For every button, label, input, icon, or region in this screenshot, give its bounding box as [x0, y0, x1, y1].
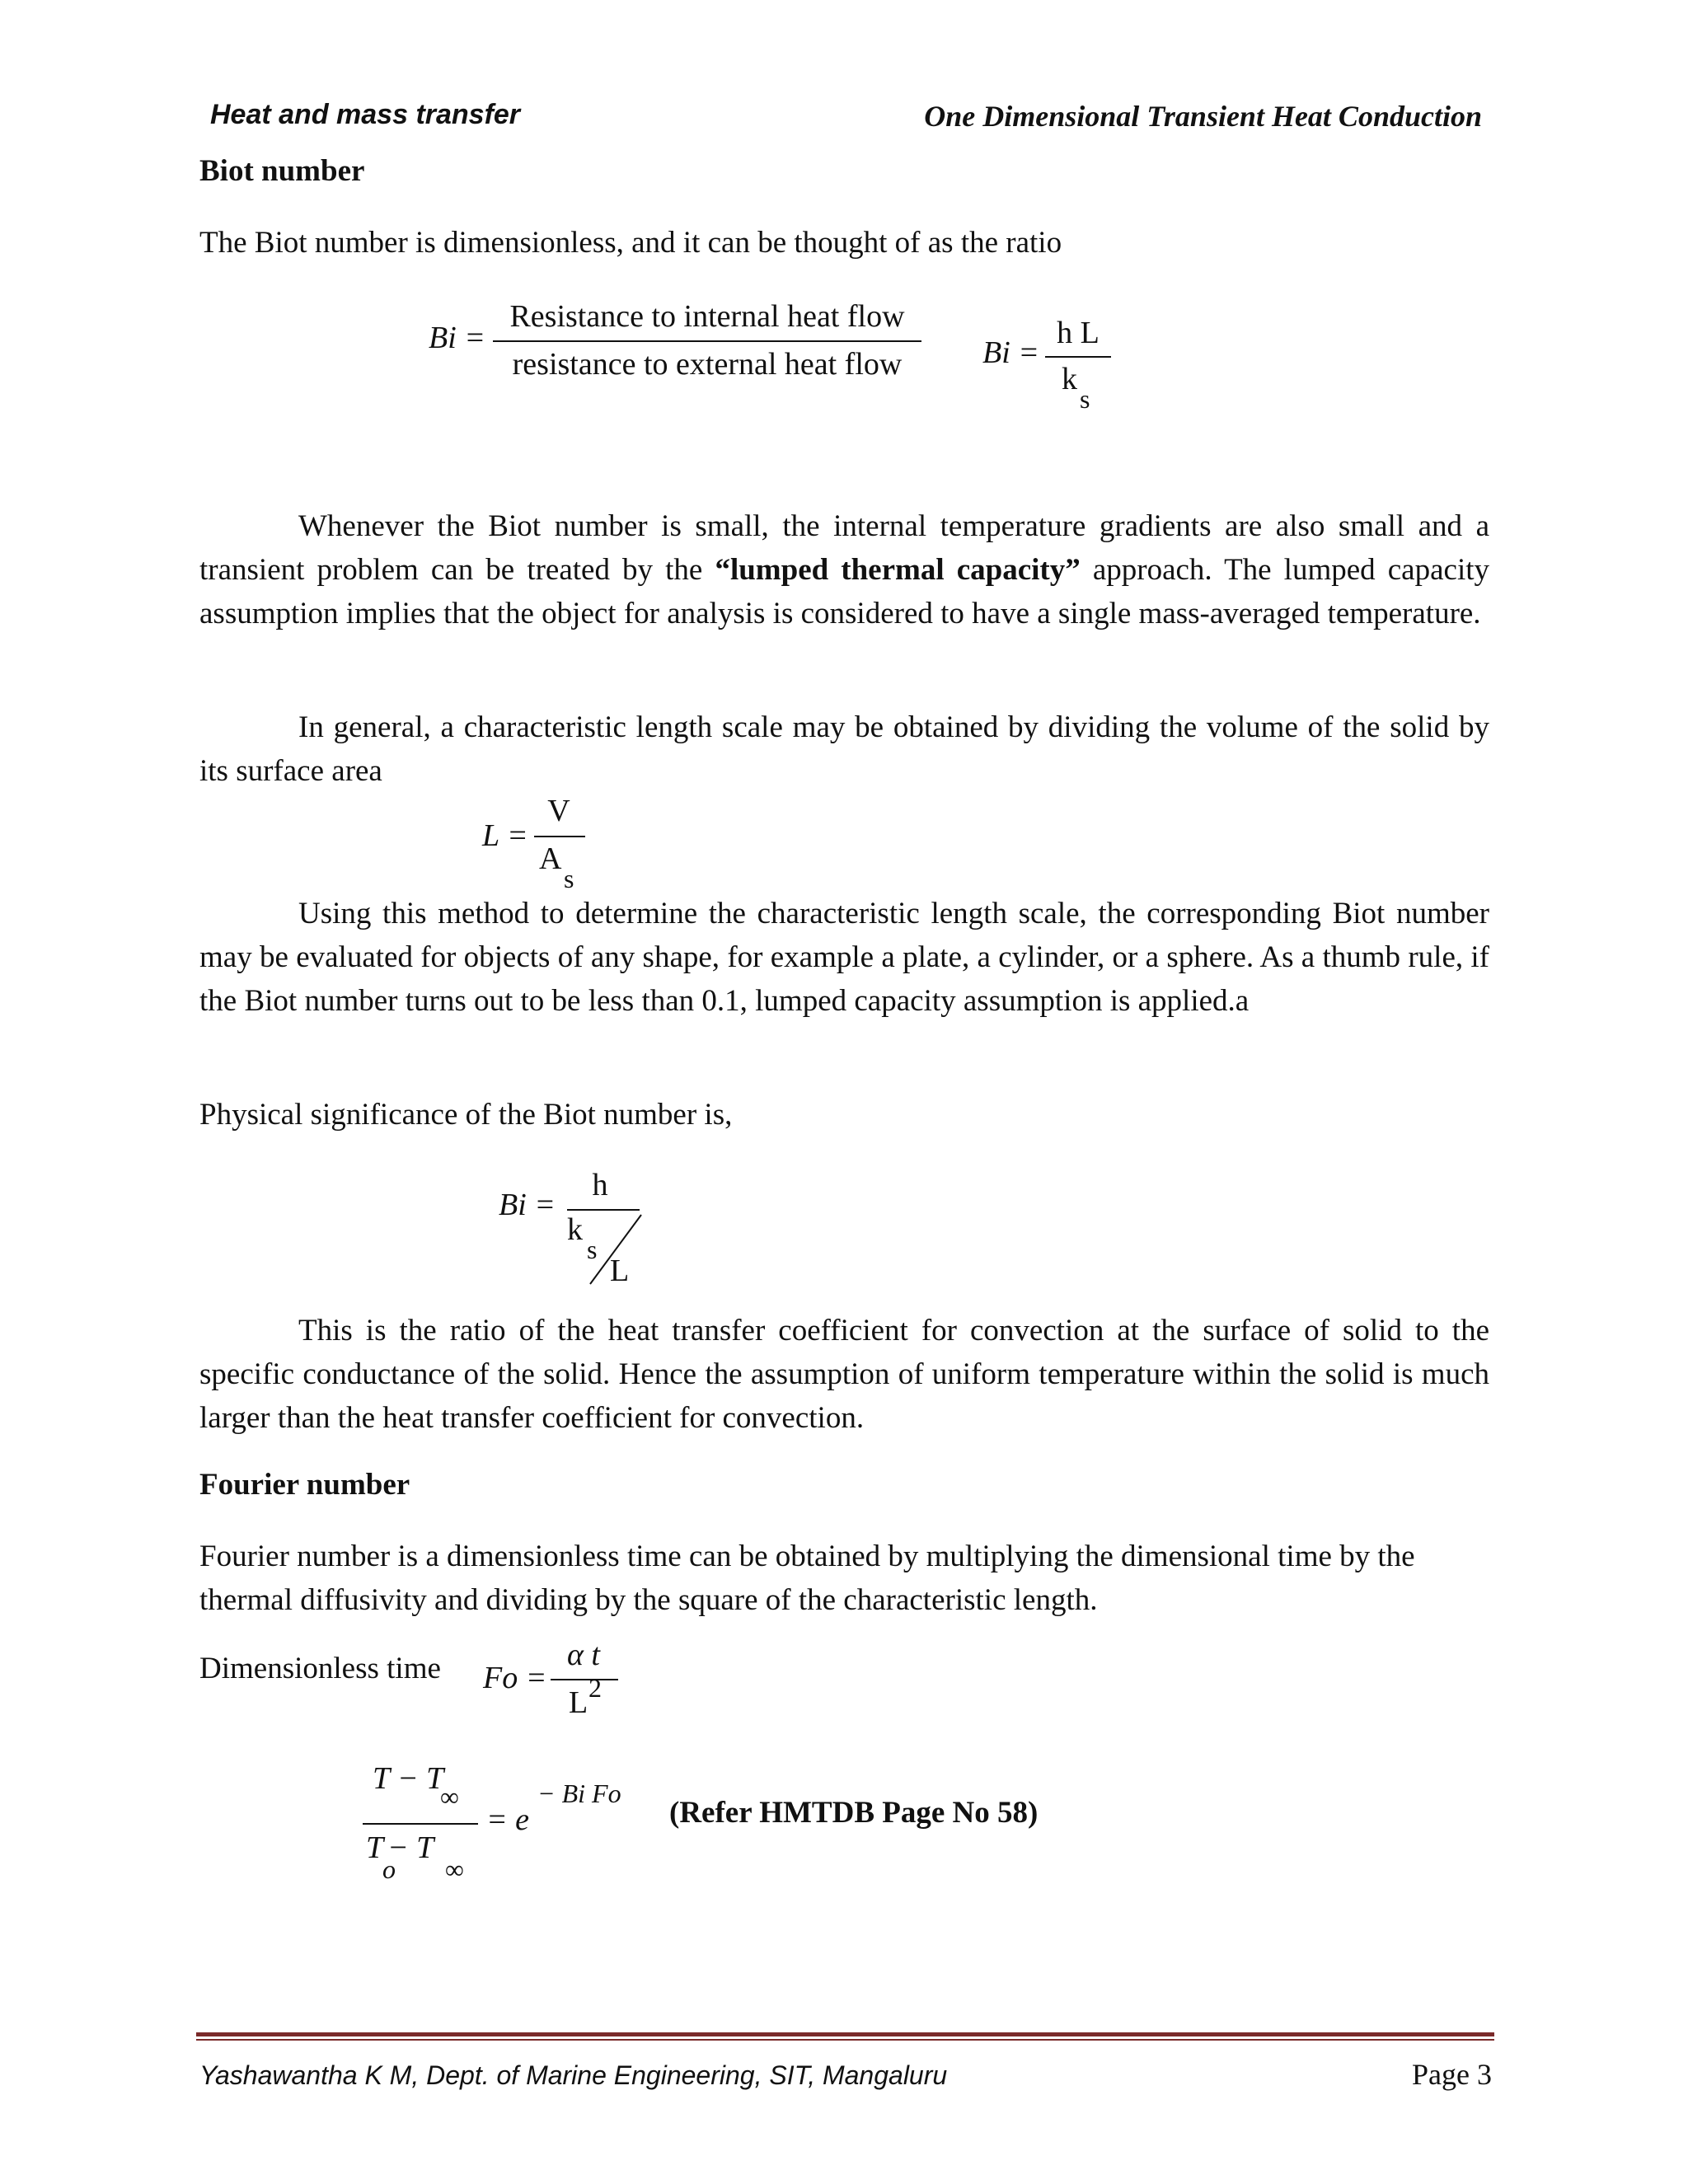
eq6-exponent: − Bi Fo	[537, 1779, 621, 1808]
eq2-numerator: h L	[1057, 316, 1100, 350]
dimensionless-time-label: Dimensionless time	[199, 1652, 441, 1685]
eq2-denominator: k	[1062, 362, 1077, 396]
biot-heading: Biot number	[199, 154, 365, 188]
eq5-denominator-superscript: 2	[588, 1673, 602, 1703]
footer-author: Yashawantha K M, Dept. of Marine Engineering, SIT, Mangaluru	[199, 2060, 948, 2090]
lumped-thermal-capacity-term: “lumped thermal capacity”	[715, 553, 1081, 587]
eq6-denominator-t: T	[366, 1830, 384, 1865]
eq3-fraction-bar	[534, 836, 585, 837]
eq4-numerator: h	[592, 1168, 608, 1202]
biot-paragraph-ratio: This is the ratio of the heat transfer coefficient for convection at the surface of solid to the specific conductance of the solid. Hence the assumption of uniform temperature within the solid is much larger than the heat transfer coefficient for convection.	[199, 1314, 1489, 1435]
footer-page-number: Page 3	[1412, 2058, 1492, 2091]
footer-rule-thin	[196, 2039, 1494, 2041]
eq5-denominator: L	[569, 1685, 588, 1720]
eq4-denominator-subscript: s	[587, 1235, 598, 1264]
eq2-fraction-bar	[1045, 356, 1111, 358]
fourier-heading: Fourier number	[199, 1468, 410, 1502]
eq1-lhs: Bi =	[429, 321, 485, 355]
eq3-lhs: L =	[482, 818, 528, 853]
eq6-numerator: T − T	[373, 1761, 444, 1796]
eq5-numerator: α t	[566, 1638, 600, 1672]
eq5-lhs: Fo =	[483, 1661, 547, 1695]
eq6-denominator-subscript-o: o	[382, 1854, 396, 1884]
header-left-title: Heat and mass transfer	[210, 99, 521, 130]
biot-paragraph-thumb-rule: Using this method to determine the characteristic length scale, the corresponding Biot number may be evaluated for objects of any shape, for example a plate, a cylinder, or a sphere. As a thumb rule, if the Biot number turns out to be less than 0.1, lumped capacity assumption is applied.a	[199, 897, 1489, 1018]
eq2-lhs: Bi =	[982, 335, 1039, 370]
eq4-lhs: Bi =	[499, 1188, 556, 1222]
eq2-denominator-subscript: s	[1080, 384, 1090, 414]
biot-paragraph-lumped: Whenever the Biot number is small, the internal temperature gradients are also small and a transient problem can be treated by the “lumped thermal capacity” approach. The lumped capacity assumption implies that the object for analysis is considered to have a single mass-averaged temperature.	[199, 509, 1490, 630]
eq3-denominator-subscript: s	[564, 864, 574, 893]
refer-hmtdb-note: (Refer HMTDB Page No 58)	[669, 1796, 1039, 1830]
eq6-denominator-minus-t: − T	[387, 1830, 434, 1865]
eq6-rhs: = e	[486, 1802, 530, 1837]
biot-significance-line: Physical significance of the Biot number is,	[199, 1098, 733, 1132]
eq4-denominator-l: L	[610, 1254, 630, 1288]
eq6-numerator-subscript: ∞	[440, 1782, 459, 1811]
eq3-denominator: A	[539, 841, 562, 876]
eq3-numerator: V	[547, 794, 570, 828]
eq1-fraction-bar	[493, 340, 921, 342]
eq5-fraction-bar	[551, 1679, 618, 1680]
header-right-title: One Dimensional Transient Heat Conduction	[924, 100, 1482, 133]
biot-paragraph-length-scale: In general, a characteristic length scale may be obtained by dividing the volume of the solid by its surface area	[199, 710, 1489, 788]
eq6-denominator-subscript-inf: ∞	[445, 1854, 464, 1884]
eq4-denominator-k: k	[567, 1212, 583, 1247]
footer-rule-thick	[196, 2032, 1494, 2036]
eq1-numerator: Resistance to internal heat flow	[509, 299, 905, 334]
eq6-fraction-bar	[363, 1823, 478, 1825]
eq1-denominator: resistance to external heat flow	[512, 347, 903, 382]
biot-intro: The Biot number is dimensionless, and it can be thought of as the ratio	[199, 226, 1062, 260]
fourier-paragraph: Fourier number is a dimensionless time can be obtained by multiplying the dimensional time by the thermal diffusivity and dividing by the square of the characteristic length.	[199, 1540, 1415, 1617]
eq4-fraction-bar	[567, 1209, 640, 1211]
